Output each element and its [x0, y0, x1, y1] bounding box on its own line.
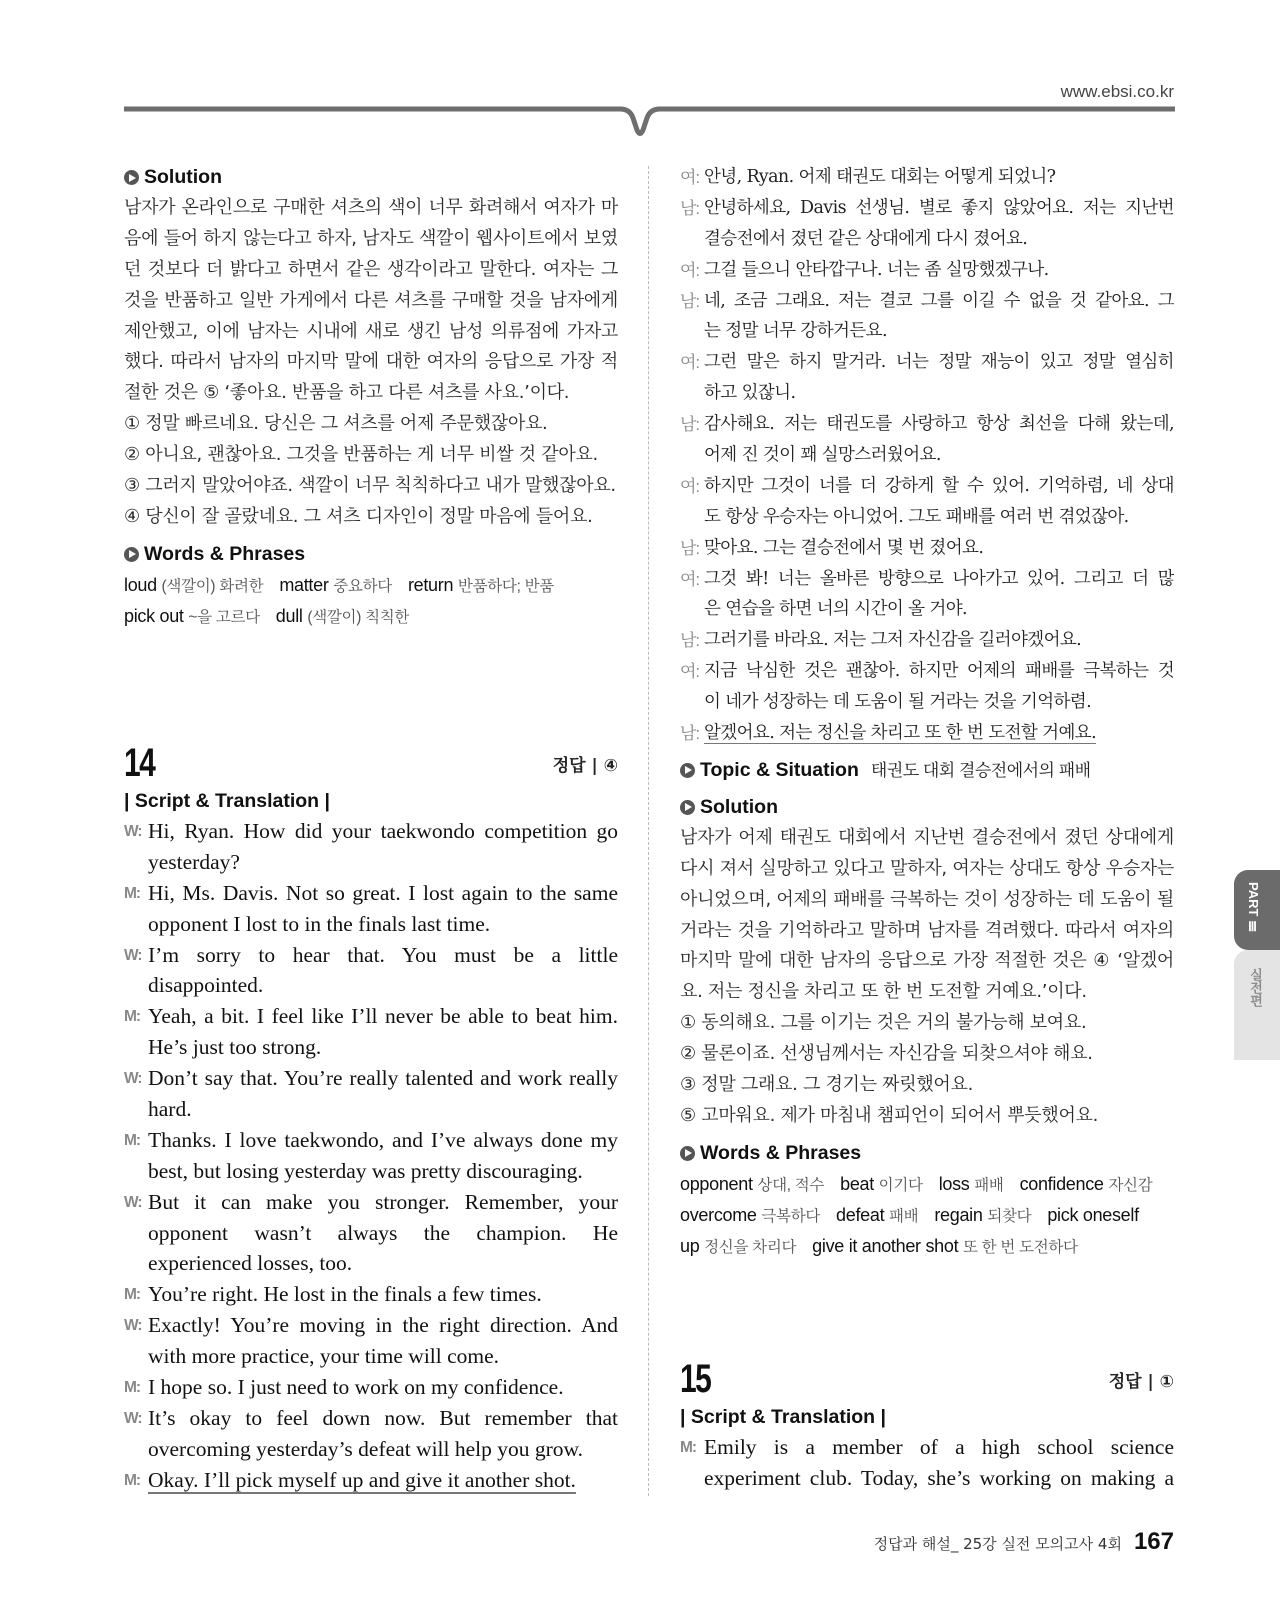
- play-bullet-icon: [124, 547, 139, 562]
- turn-lines: [704, 1432, 1174, 1494]
- tab-label: 실전편: [1248, 968, 1263, 1007]
- word-term: confidence: [1019, 1173, 1104, 1194]
- dialogue-turn: [680, 656, 1174, 718]
- dialogue-turn: [680, 286, 1174, 348]
- dialogue-turn: [124, 1310, 618, 1372]
- speaker-label: 여:: [680, 569, 700, 589]
- word-meaning: (색깔이) 칙칙한: [307, 608, 410, 626]
- word-term: pick out: [124, 605, 184, 626]
- speaker-label: M:: [124, 1286, 141, 1304]
- speaker-label: M:: [124, 1008, 141, 1026]
- text-line: hard.: [148, 1097, 192, 1122]
- text-line: ③ 그러지 말았어야죠. 색깔이 너무 칙칙하다고 내가 말했잖아요.: [124, 475, 616, 497]
- turn-lines: [704, 347, 1174, 409]
- text-line: Hi, Ms. Davis. Not so great. I lost again to the same: [148, 880, 618, 905]
- word-term: opponent: [680, 1173, 753, 1194]
- word-meaning: 자신감: [1108, 1176, 1153, 1194]
- underlined-text: Okay. I’ll pick myself up and give it another shot.: [148, 1467, 576, 1492]
- turn-lines: [148, 1372, 618, 1403]
- word-meaning: ~을 고르다: [188, 608, 260, 626]
- word-term: defeat: [836, 1204, 885, 1225]
- word-meaning: 중요하다: [333, 577, 392, 595]
- text-line: 도 항상 우승자는 아니었어. 그도 패배를 여러 번 겪었잖아.: [704, 506, 1129, 527]
- dialogue-turn: [680, 409, 1174, 471]
- word-term: overcome: [680, 1204, 757, 1225]
- turn-lines: [704, 656, 1174, 718]
- speaker-label: 남:: [680, 631, 700, 651]
- words-row: [680, 1200, 1174, 1231]
- script-dialogue: [680, 1432, 1174, 1494]
- dialogue-turn: [124, 878, 618, 940]
- speaker-label: W:: [124, 1317, 142, 1335]
- text-line: 절한 것은 ⑤ ‘좋아요. 반품을 하고 다른 셔츠를 사요.’이다.: [124, 382, 570, 404]
- play-bullet-icon: [124, 170, 139, 185]
- text-line: opponent wasn’t always the champion. He: [148, 1220, 618, 1245]
- word-meaning: (색깔이) 화려한: [161, 577, 264, 595]
- tab-part-3[interactable]: [1234, 870, 1280, 950]
- dialogue-turn: [680, 718, 1174, 749]
- site-url: www.ebsi.co.kr: [1060, 82, 1174, 101]
- speaker-label: W:: [124, 823, 142, 840]
- play-bullet-icon: [680, 1146, 695, 1161]
- heading-text: Solution: [144, 166, 222, 188]
- text-line: 은 연습을 하면 너의 시간이 올 거야.: [704, 599, 968, 620]
- speaker-label: M:: [680, 1439, 697, 1456]
- text-line: with more practice, your time will come.: [148, 1344, 500, 1369]
- word-meaning: 상대, 적수: [757, 1176, 825, 1194]
- play-bullet-icon: [680, 763, 695, 778]
- turn-lines: [704, 162, 1174, 193]
- option-list: [680, 1008, 1174, 1132]
- dialogue-turn: [124, 1125, 618, 1187]
- speaker-label: 여:: [680, 476, 700, 496]
- topic-heading: [680, 755, 1174, 786]
- heading-text: Words & Phrases: [700, 1141, 862, 1164]
- turn-lines: [148, 1310, 618, 1372]
- text-line: Don’t say that. You’re really talented and work really: [148, 1066, 618, 1091]
- script-dialogue: [124, 816, 618, 1496]
- text-line: It’s okay to feel down now. But remember that: [148, 1405, 618, 1430]
- words-row: [680, 1231, 1174, 1262]
- footer-text: 정답과 해설_ 25강 실전 모의고사 4회: [873, 1535, 1122, 1553]
- script-title: | Script & Translation |: [680, 1406, 886, 1428]
- text-line: 결승전에서 졌던 같은 상대에게 다시 졌어요.: [704, 228, 1028, 249]
- word-term: loud: [124, 574, 157, 595]
- solution-heading: [680, 792, 1174, 823]
- speaker-label: 여:: [680, 662, 700, 682]
- text-line: experiment club. Today, she’s working on making a: [704, 1465, 1174, 1490]
- turn-lines: [704, 193, 1174, 255]
- tab-practice[interactable]: [1234, 950, 1280, 1060]
- dialogue-turn: [124, 1001, 618, 1063]
- text-line: ① 정말 빠르네요. 당신은 그 셔츠를 어제 주문했잖아요.: [124, 413, 548, 435]
- text-line: He’s just too strong.: [148, 1035, 322, 1060]
- text-line: overcoming yesterday’s defeat will help you grow.: [148, 1436, 584, 1461]
- page-number: 167: [1133, 1528, 1174, 1555]
- dialogue-turn: [680, 1432, 1174, 1494]
- word-term: pick oneself: [1047, 1204, 1139, 1225]
- text-line: You’re right. He lost in the finals a few times.: [148, 1282, 542, 1307]
- q13-solution-section: [124, 162, 618, 632]
- words-row: [124, 601, 618, 632]
- turn-lines: [148, 1187, 618, 1280]
- dialogue-turn: [124, 1372, 618, 1403]
- word-meaning: 정신을 차리다: [704, 1238, 797, 1256]
- text-line: 거라는 것을 기억하라고 말하며 남자를 격려했다. 따라서 여자의: [680, 919, 1174, 941]
- text-line: 네, 조금 그래요. 저는 결코 그를 이길 수 없을 것 같아요. 그: [704, 290, 1174, 311]
- text-line: But it can make you stronger. Remember, your: [148, 1189, 618, 1214]
- q15-section: [680, 1354, 1174, 1494]
- text-line: ② 아니요, 괜찮아요. 그것을 반품하는 게 너무 비쌀 것 같아요.: [124, 444, 598, 466]
- text-line: ⑤ 고마워요. 제가 마침내 챔피언이 되어서 뿌듯했어요.: [680, 1104, 1099, 1126]
- word-term: up: [680, 1235, 700, 1256]
- word-term: return: [407, 574, 454, 595]
- tab-label: PART Ⅲ: [1246, 882, 1261, 936]
- dialogue-turn: [680, 162, 1174, 193]
- turn-lines: [704, 718, 1174, 749]
- text-line: [704, 718, 1174, 749]
- dialogue-turn: [124, 940, 618, 1002]
- text-line: ② 물론이죠. 선생님께서는 자신감을 되찾으셔야 해요.: [680, 1043, 1093, 1065]
- turn-lines: [704, 409, 1174, 471]
- speaker-label: 남:: [680, 538, 700, 558]
- script-title: | Script & Translation |: [124, 790, 330, 812]
- speaker-label: 남:: [680, 291, 700, 311]
- turn-lines: [704, 625, 1174, 656]
- solution-paragraph: [124, 193, 618, 409]
- text-line: 어제 진 것이 꽤 실망스러웠어요.: [704, 445, 941, 466]
- dialogue-turn: [680, 347, 1174, 409]
- text-line: 그러기를 바라요. 저는 그저 자신감을 길러야겠어요.: [704, 630, 1082, 651]
- speaker-label: W:: [124, 946, 142, 964]
- topic-text: 태권도 대회 결승전에서의 패배: [870, 760, 1091, 780]
- text-line: 남자가 온라인으로 구매한 셔츠의 색이 너무 화려해서 여자가 마: [124, 197, 618, 218]
- play-bullet-icon: [680, 800, 695, 815]
- turn-lines: [148, 878, 618, 940]
- turn-lines: [148, 816, 618, 878]
- word-term: loss: [938, 1173, 970, 1194]
- heading-text: Words & Phrases: [144, 542, 306, 565]
- dialogue-turn: [680, 625, 1174, 656]
- text-line: 하고 있잖니.: [704, 383, 796, 404]
- text-line: I’m sorry to hear that. You must be a little: [148, 942, 618, 967]
- q14-translation-section: [680, 162, 1174, 1262]
- text-line: opponent I lost to in the finals last time.: [148, 911, 491, 936]
- speaker-label: W:: [124, 1193, 142, 1211]
- text-line: 아니었으며, 어제의 패배를 극복하는 것이 성장하는 데 도움이 될: [680, 888, 1174, 910]
- words-row: [680, 1169, 1174, 1200]
- text-line: 요. 저는 정신을 차리고 또 한 번 도전할 거예요.’이다.: [680, 981, 1087, 1003]
- turn-lines: [704, 286, 1174, 348]
- dialogue-turn: [680, 533, 1174, 564]
- speaker-label: M:: [124, 1131, 141, 1149]
- translation-dialogue: [680, 162, 1174, 749]
- turn-lines: [148, 1001, 618, 1063]
- turn-lines: [704, 255, 1174, 286]
- text-line: 지금 낙심한 것은 괜찮아. 하지만 어제의 패배를 극복하는 것: [704, 661, 1174, 682]
- text-line: ① 동의해요. 그를 이기는 것은 거의 불가능해 보여요.: [680, 1012, 1087, 1034]
- speaker-label: 여:: [680, 260, 700, 280]
- dialogue-turn: [680, 193, 1174, 255]
- speaker-label: M:: [124, 1379, 141, 1397]
- text-line: 하지만 그것이 너를 더 강하게 할 수 있어. 기억하렴, 네 상대: [704, 475, 1174, 496]
- heading-text: Topic & Situation: [700, 758, 859, 781]
- text-line: 는 정말 너무 강하거든요.: [704, 321, 887, 342]
- text-line: best, but losing yesterday was pretty discouraging.: [148, 1158, 583, 1183]
- words-list: [124, 570, 618, 632]
- words-row: [124, 570, 618, 601]
- text-line: 그것 봐! 너는 올바른 방향으로 나아가고 있어. 그리고 더 많: [704, 568, 1174, 589]
- speaker-label: M:: [124, 884, 141, 902]
- turn-lines: [148, 1125, 618, 1187]
- column-divider: [648, 166, 649, 1496]
- word-meaning: 패배: [889, 1207, 919, 1225]
- text-line: 다시 져서 실망하고 있다고 말하자, 여자는 상대도 항상 우승자는: [680, 857, 1174, 879]
- text-line: experienced losses, too.: [148, 1251, 353, 1276]
- word-term: beat: [840, 1173, 874, 1194]
- answer-label: 정답 | ④: [552, 756, 618, 776]
- word-meaning: 반품하다; 반품: [457, 577, 554, 595]
- underlined-text: 알겠어요. 저는 정신을 차리고 또 한 번 도전할 거예요.: [704, 723, 1097, 744]
- dialogue-turn: [680, 255, 1174, 286]
- text-line: Thanks. I love taekwondo, and I’ve always done my: [148, 1127, 618, 1152]
- text-line: 감사해요. 저는 태권도를 사랑하고 항상 최선을 다해 왔는데,: [704, 414, 1174, 435]
- turn-lines: [148, 1403, 618, 1465]
- text-line: 안녕, Ryan. 어제 태권도 대회는 어떻게 되었니?: [704, 167, 1056, 187]
- option-list: [124, 409, 618, 533]
- text-line: 음에 들어 하지 않는다고 하자, 남자도 색깔이 웹사이트에서 보였: [124, 227, 618, 249]
- dialogue-turn: [124, 1063, 618, 1125]
- text-line: 것을 반품하고 일반 가게에서 다른 셔츠를 구매할 것을 남자에게: [124, 289, 618, 311]
- turn-lines: [704, 564, 1174, 626]
- solution-paragraph: [680, 823, 1174, 1008]
- turn-lines: [148, 940, 618, 1002]
- text-line: 던 것보다 더 밝다고 하면서 같은 생각이라고 말한다. 여자는 그: [124, 258, 618, 280]
- text-line: 그걸 들으니 안타깝구나. 너는 좀 실망했겠구나.: [704, 259, 1049, 280]
- text-line: 안녕하세요, Davis 선생님. 별로 좋지 않았어요. 저는 지난번: [704, 197, 1174, 218]
- dialogue-turn: [680, 564, 1174, 626]
- text-line: [148, 1465, 618, 1496]
- speaker-label: 여:: [680, 353, 700, 373]
- speaker-label: 남:: [680, 724, 700, 744]
- text-line: I hope so. I just need to work on my confidence.: [148, 1375, 564, 1400]
- word-term: regain: [934, 1204, 983, 1225]
- word-meaning: 이기다: [878, 1176, 923, 1194]
- turn-lines: [704, 533, 1174, 564]
- text-line: Hi, Ryan. How did your taekwondo competition go: [148, 819, 618, 843]
- speaker-label: 남:: [680, 415, 700, 435]
- header-rule: [0, 0, 1280, 150]
- dialogue-turn: [124, 1465, 618, 1496]
- dialogue-turn: [680, 471, 1174, 533]
- solution-heading: [124, 162, 618, 193]
- word-meaning: 되찾다: [987, 1207, 1032, 1225]
- text-line: 맞아요. 그는 결승전에서 몇 번 졌어요.: [704, 537, 984, 558]
- dialogue-turn: [124, 1403, 618, 1465]
- text-line: 이 네가 성장하는 데 도움이 될 거라는 것을 기억하렴.: [704, 692, 1092, 713]
- turn-lines: [704, 471, 1174, 533]
- text-line: yesterday?: [148, 849, 240, 874]
- speaker-label: W:: [124, 1070, 142, 1088]
- q14-section: [124, 738, 618, 1496]
- question-number: 14: [124, 741, 155, 785]
- dialogue-turn: [124, 816, 618, 878]
- text-line: disappointed.: [148, 973, 264, 998]
- word-meaning: 또 한 번 도전하다: [962, 1238, 1078, 1256]
- text-line: 그런 말은 하지 말거라. 너는 정말 재능이 있고 정말 열심히: [704, 352, 1174, 373]
- answer-label: 정답 | ①: [1108, 1372, 1174, 1392]
- page-footer: [874, 1528, 1174, 1556]
- turn-lines: [148, 1465, 618, 1496]
- speaker-label: 남:: [680, 198, 700, 218]
- text-line: 마지막 말에 대한 남자의 응답으로 가장 적절한 것은 ④ ‘알겠어: [680, 950, 1174, 972]
- word-meaning: 패배: [974, 1176, 1004, 1194]
- text-line: 제안했고, 이에 남자는 시내에 새로 생긴 남성 의류점에 가자고: [124, 320, 618, 342]
- heading-text: Solution: [700, 795, 778, 818]
- text-line: ③ 정말 그래요. 그 경기는 짜릿했어요.: [680, 1074, 974, 1096]
- word-term: dull: [275, 605, 303, 626]
- speaker-label: W:: [124, 1409, 142, 1427]
- turn-lines: [148, 1063, 618, 1125]
- words-list: [680, 1169, 1174, 1262]
- words-heading: [124, 539, 618, 570]
- text-line: Exactly! You’re moving in the right direction. And: [148, 1313, 618, 1338]
- text-line: Emily is a member of a high school science: [704, 1435, 1174, 1459]
- dialogue-turn: [124, 1187, 618, 1280]
- speaker-label: M:: [124, 1471, 141, 1489]
- turn-lines: [148, 1279, 618, 1310]
- text-line: ④ 당신이 잘 골랐네요. 그 셔츠 디자인이 정말 마음에 들어요.: [124, 505, 593, 527]
- word-term: give it another shot: [812, 1235, 959, 1256]
- dialogue-turn: [124, 1279, 618, 1310]
- text-line: 남자가 어제 태권도 대회에서 지난번 결승전에서 졌던 상대에게: [680, 826, 1174, 848]
- question-number: 15: [680, 1357, 711, 1401]
- words-heading: [680, 1138, 1174, 1169]
- speaker-label: 여:: [680, 168, 700, 187]
- text-line: 했다. 따라서 남자의 마지막 말에 대한 여자의 응답으로 가장 적: [124, 351, 618, 373]
- word-term: matter: [279, 574, 329, 595]
- text-line: Yeah, a bit. I feel like I’ll never be able to beat him.: [148, 1004, 618, 1029]
- word-meaning: 극복하다: [761, 1207, 821, 1225]
